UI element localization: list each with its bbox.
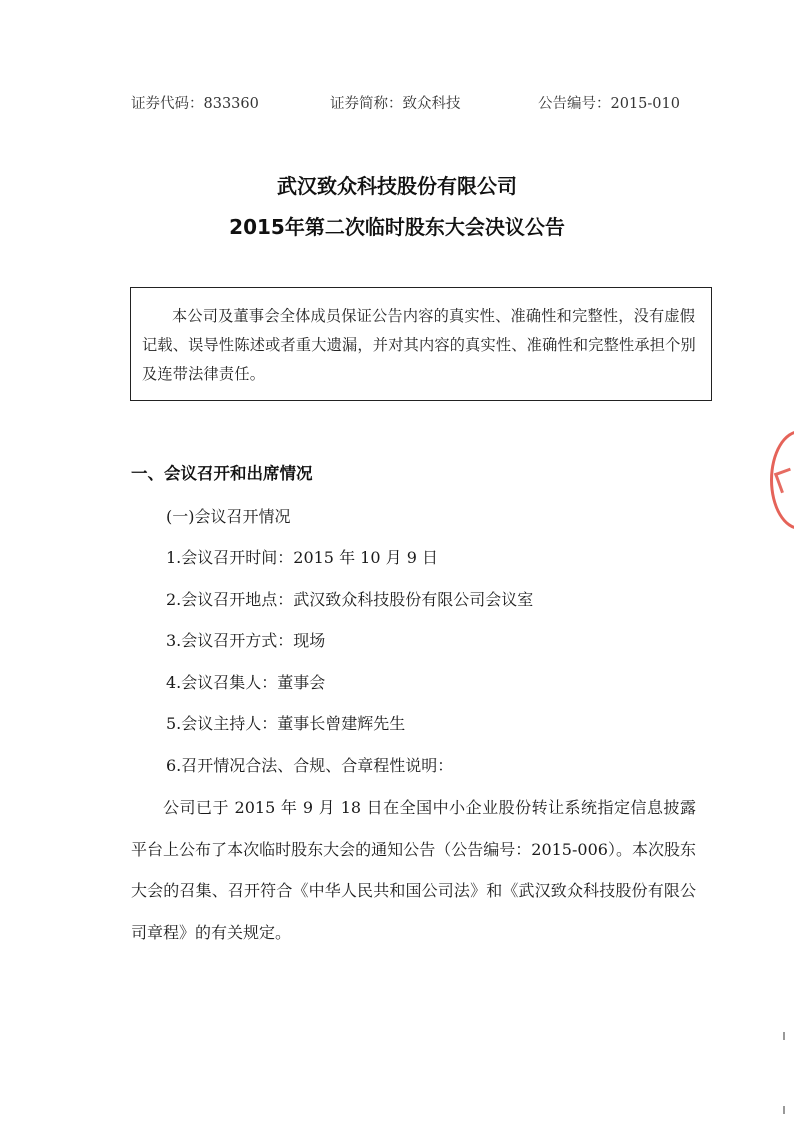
- list-item-host: 5.会议主持人：董事长曾建辉先生: [166, 714, 406, 733]
- announcement-title: 2015年第二次临时股东大会决议公告: [229, 215, 565, 239]
- list-item-legality: 6.召开情况合法、合规、合章程性说明：: [166, 756, 454, 775]
- edge-mark: [783, 1106, 785, 1114]
- security-code: 证券代码：833360: [131, 96, 259, 112]
- list-item-meeting-time: 1.会议召开时间：2015 年 10 月 9 日: [166, 548, 438, 567]
- subsection-heading-convening: (一)会议召开情况: [166, 507, 291, 526]
- announcement-number: 公告编号：2015-010: [538, 96, 680, 112]
- security-abbreviation: 证券简称：致众科技: [330, 96, 461, 112]
- legality-paragraph: 公司已于 2015 年 9 月 18 日在全国中小企业股份转让系统指定信息披露平台上公布了本次临时股东大会的通知公告（公告编号：2015-006）。本次股东大会的召集、召开符合《中华人民共和国公司法》和《武汉致众科技股份有限公司章程》的有关规定。: [131, 798, 696, 942]
- list-item-meeting-place: 2.会议召开地点：武汉致众科技股份有限公司会议室: [166, 590, 534, 609]
- list-item-meeting-method: 3.会议召开方式：现场: [166, 631, 326, 650]
- section-heading-meeting: 一、会议召开和出席情况: [131, 464, 313, 483]
- edge-mark: [783, 1032, 785, 1040]
- responsibility-notice-box: [130, 287, 712, 401]
- responsibility-notice-text: 本公司及董事会全体成员保证公告内容的真实性、准确性和完整性，没有虚假记载、误导性陈述或者重大遗漏，并对其内容的真实性、准确性和完整性承担个别及连带法律责任。: [142, 307, 696, 383]
- company-title: 武汉致众科技股份有限公司: [277, 174, 517, 198]
- document-header: [131, 92, 683, 114]
- list-item-convener: 4.会议召集人：董事会: [166, 673, 326, 692]
